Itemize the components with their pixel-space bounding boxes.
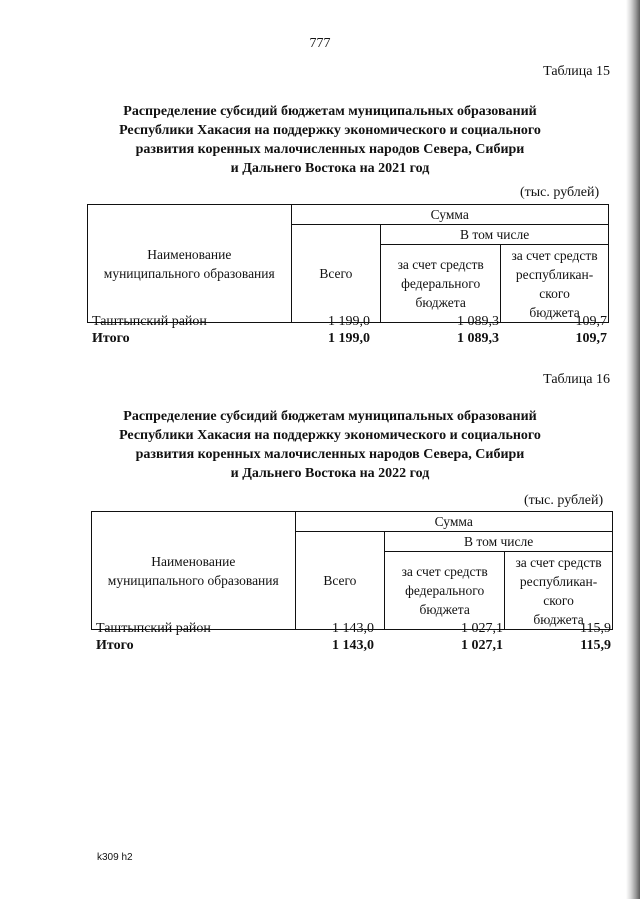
table-15-label: Таблица 15 (543, 64, 610, 79)
title-line: и Дальнего Востока на 2022 год (230, 466, 430, 481)
table-row (96, 620, 616, 637)
table-16-label: Таблица 16 (543, 372, 610, 387)
table-16-header (91, 511, 613, 630)
federal-column-header: за счет средств федерального бюджета (385, 552, 505, 630)
document-code: k309 h2 (97, 852, 133, 863)
row-total: 1 143,0 (332, 621, 374, 636)
total-column-header: Всего (291, 225, 381, 323)
total-column-header: Всего (295, 532, 385, 630)
row-republic: 109,7 (575, 331, 607, 346)
title-line: Распределение субсидий бюджетам муниципальных образований (123, 409, 537, 424)
table-16-unit: (тыс. рублей) (524, 493, 604, 508)
page-number: 777 (309, 36, 331, 51)
table-16-body (96, 620, 616, 654)
title-line: развития коренных малочисленных народов Севера, Сибири (135, 142, 525, 157)
table-row (92, 313, 612, 330)
row-republic: 109,7 (575, 314, 607, 329)
row-total: 1 143,0 (332, 638, 374, 653)
republic-column-header: за счет средств республикан- ского бюджета (501, 245, 609, 323)
table-15-body (92, 313, 612, 347)
federal-column-header: за счет средств федерального бюджета (381, 245, 501, 323)
table-16-title (80, 407, 580, 483)
title-line: развития коренных малочисленных народов Севера, Сибири (135, 447, 525, 462)
row-name: Таштыпский район (92, 314, 207, 329)
row-federal: 1 027,1 (461, 638, 503, 653)
row-name: Итого (96, 638, 134, 653)
row-republic: 115,9 (580, 638, 611, 653)
row-federal: 1 089,3 (457, 331, 499, 346)
name-column-header: Наименование муниципального образования (92, 512, 296, 630)
table-total-row (96, 637, 616, 654)
table-15-title (80, 102, 580, 178)
including-header: В том числе (385, 532, 613, 552)
republic-column-header: за счет средств республикан- ского бюджета (505, 552, 613, 630)
scan-edge-shadow (626, 0, 640, 899)
row-name: Итого (92, 331, 130, 346)
title-line: Распределение субсидий бюджетам муниципальных образований (123, 104, 537, 119)
row-federal: 1 027,1 (461, 621, 503, 636)
row-republic: 115,9 (580, 621, 611, 636)
sum-header: Сумма (295, 512, 612, 532)
table-total-row (92, 330, 612, 347)
table-15-header (87, 204, 609, 323)
title-line: Республики Хакасия на поддержку экономического и социального (119, 123, 541, 138)
row-name: Таштыпский район (96, 621, 211, 636)
name-column-header: Наименование муниципального образования (88, 205, 292, 323)
title-line: и Дальнего Востока на 2021 год (230, 161, 430, 176)
row-total: 1 199,0 (328, 314, 370, 329)
table-15-unit: (тыс. рублей) (520, 185, 600, 200)
row-federal: 1 089,3 (457, 314, 499, 329)
sum-header: Сумма (291, 205, 608, 225)
row-total: 1 199,0 (328, 331, 370, 346)
title-line: Республики Хакасия на поддержку экономического и социального (119, 428, 541, 443)
including-header: В том числе (381, 225, 609, 245)
